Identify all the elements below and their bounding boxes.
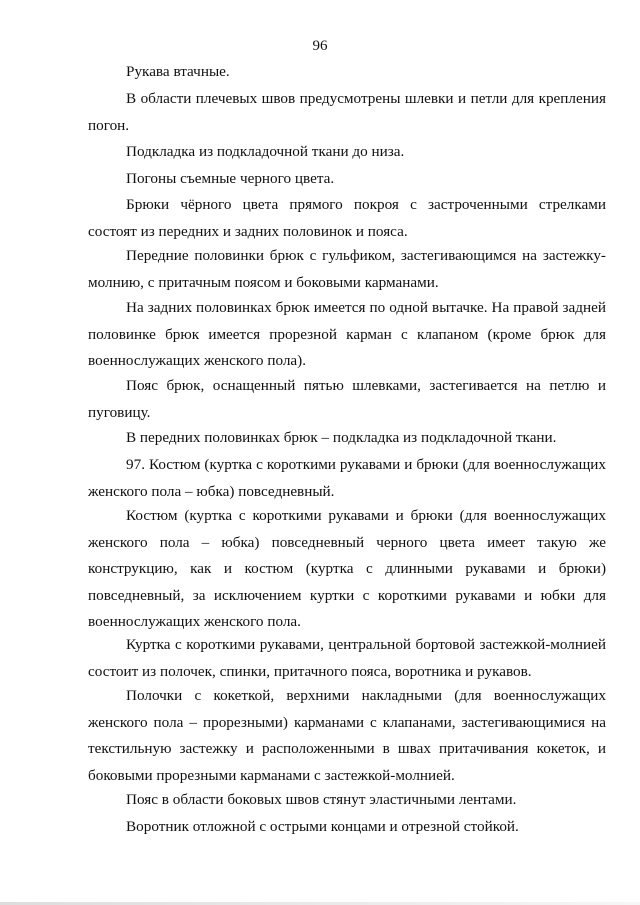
paragraph-sleeves: Рукава втачные. [126, 63, 230, 80]
paragraph-front-halves: Передние половинки брюк с гульфиком, застегивающимся на застежку-молнию, с притачным поясом и боковыми карманами. [88, 247, 606, 291]
paragraph-shoulder-loops: В области плечевых швов предусмотрены шлевки и петли для крепления погон. [88, 90, 606, 134]
paragraph-lining: Подкладка из подкладочной ткани до низа. [126, 143, 405, 160]
paragraph-fronts: Полочки с кокеткой, верхними накладными (для военнослужащих женского пола – прорезными) карманами с клапанами, застегивающимися на текстильную застежку и расположенными в швах притачивания кокеток, и боковыми прорезными карманами с застежкой-молнией. [88, 687, 606, 784]
paragraph-epaulets: Погоны съемные черного цвета. [126, 170, 335, 187]
paragraph-front-lining: В передних половинках брюк – подкладка из подкладочной ткани. [126, 429, 557, 446]
paragraph-item-97-heading: 97. Костюм (куртка с короткими рукавами и брюки (для военнослужащих женского пола – юбка) повседневный. [88, 456, 606, 500]
paragraph-jacket: Куртка с короткими рукавами, центральной бортовой застежкой-молнией состоит из полочек, спинки, притачного пояса, воротника и рукавов. [88, 636, 606, 680]
page-number: 96 [312, 38, 328, 54]
paragraph-suit-description: Костюм (куртка с короткими рукавами и брюки (для военнослужащих женского пола – юбка) повседневный черного цвета имеет такую же конструкцию, как и костюм (куртка с длинными рукавами и брюки) повседневный, за исключением куртки с короткими рукавами и юбки для военнослужащих женского пола. [88, 507, 606, 630]
paragraph-collar: Воротник отложной с острыми концами и отрезной стойкой. [126, 818, 519, 835]
paragraph-waistband: Пояс брюк, оснащенный пятью шлевками, застегивается на петлю и пуговицу. [88, 377, 606, 421]
paragraph-side-seams: Пояс в области боковых швов стянут эластичными лентами. [126, 791, 517, 808]
paragraph-back-halves: На задних половинках брюк имеется по одной вытачке. На правой задней половинке брюк имеется прорезной карман с клапаном (кроме брюк для военнослужащих женского пола). [88, 299, 606, 369]
paragraph-trousers: Брюки чёрного цвета прямого покроя с застроченными стрелками состоят из передних и задних половинок и пояса. [88, 196, 606, 240]
